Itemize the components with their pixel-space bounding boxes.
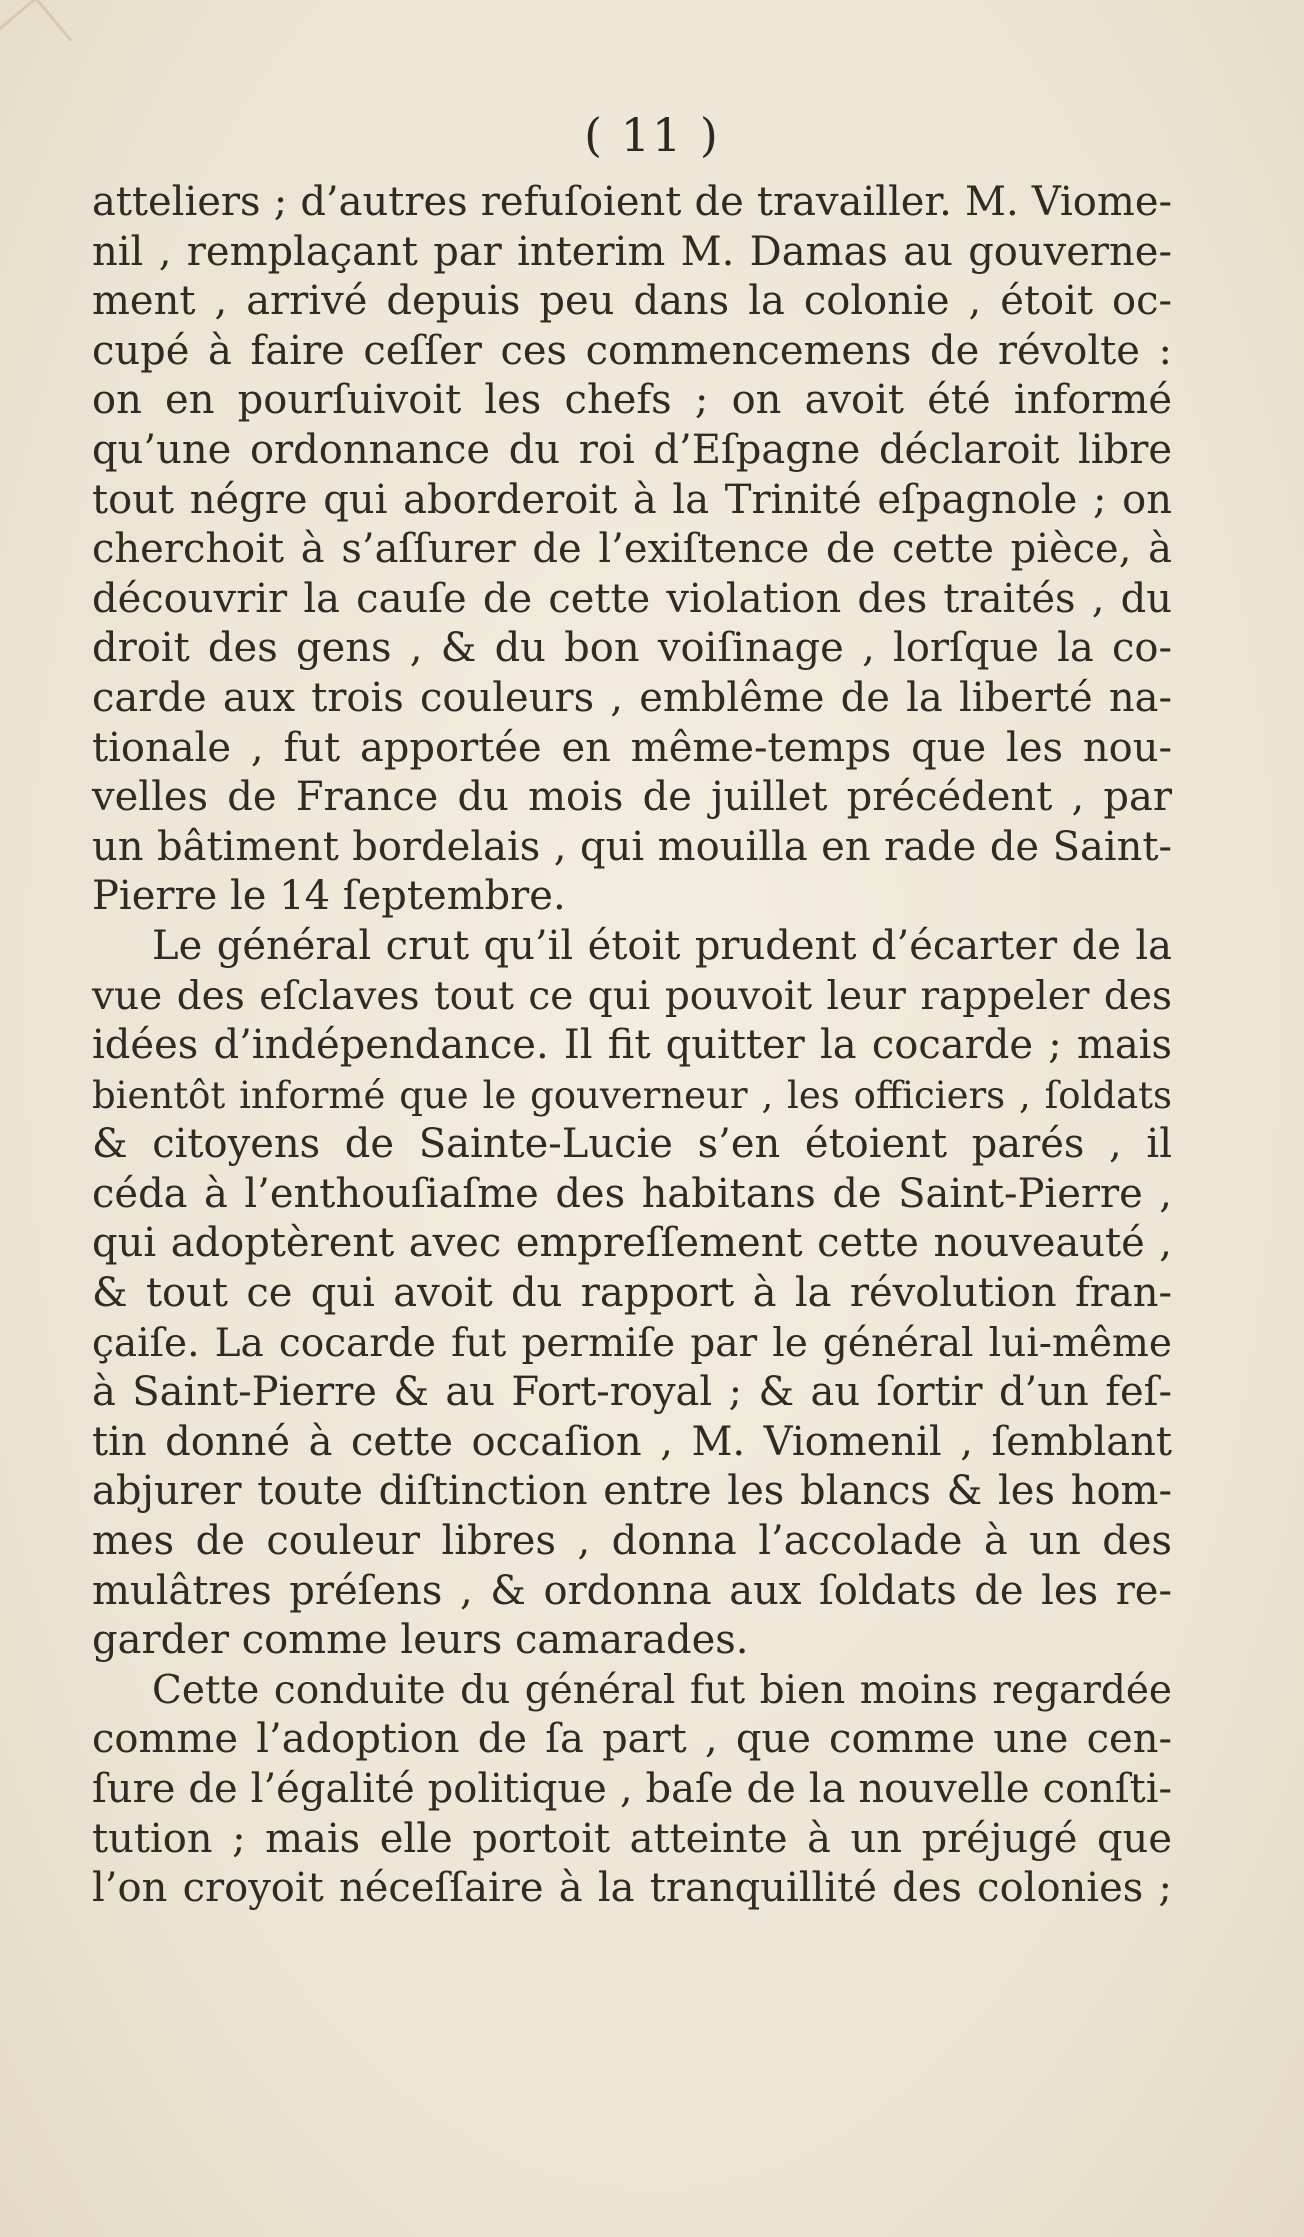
text-line: ſure de l’égalité politique , baſe de la nouvelle conſti- <box>92 1766 1172 1812</box>
text-line: çaiſe. La cocarde fut permiſe par le général lui-même <box>92 1320 1172 1366</box>
text-line: velles de France du mois de juillet précédent , par <box>92 774 1172 821</box>
text-line: un bâtiment bordelais , qui mouilla en rade de Saint- <box>92 823 1172 870</box>
text-line: mes de couleur libres , donna l’accolade à un des <box>92 1518 1172 1565</box>
text-line: droit des gens , & du bon voiſinage , lorſque la co- <box>92 625 1172 672</box>
text-line: tout négre qui aborderoit à la Trinité eſpagnole ; on <box>92 476 1172 523</box>
text-line: cupé à faire ceſſer ces commencemens de révolte : <box>92 327 1172 374</box>
text-line: Le général crut qu’il étoit prudent d’écarter de la <box>152 922 1172 969</box>
text-line: tin donné à cette occaſion , M. Viomenil , ſemblant <box>92 1418 1172 1465</box>
text-line: l’on croyoit néceſſaire à la tranquillité des colonies ; <box>92 1865 1172 1912</box>
folded-corner <box>0 0 73 77</box>
text-line: vue des eſclaves tout ce qui pouvoit leur rappeler des <box>92 973 1172 1019</box>
text-line: nil , remplaçant par interim M. Damas au gouverne- <box>92 228 1172 275</box>
text-line: qui adoptèrent avec empreſſement cette nouveauté , <box>92 1220 1172 1267</box>
text-line: ment , arrivé depuis peu dans la colonie , étoit oc- <box>92 278 1172 325</box>
text-line: bientôt informé que le gouverneur , les officiers , ſoldats <box>92 1073 1172 1117</box>
text-line: atteliers ; d’autres refuſoient de travailler. M. Viome- <box>92 179 1172 225</box>
text-line: & citoyens de Sainte-Lucie s’en étoient parés , il <box>92 1121 1172 1168</box>
text-line: Cette conduite du général fut bien moins regardée <box>152 1667 1172 1713</box>
text-line: tionale , fut apportée en même-temps que les nou- <box>92 724 1172 771</box>
text-line: découvrir la cauſe de cette violation des traités , du <box>92 575 1172 622</box>
text-line: abjurer toute diſtinction entre les blancs & les hom- <box>92 1468 1172 1515</box>
text-line: tution ; mais elle portoit atteinte à un préjugé que <box>92 1815 1172 1862</box>
text-line: mulâtres préſens , & ordonna aux ſoldats de les re- <box>92 1567 1172 1614</box>
text-line: carde aux trois couleurs , emblême de la liberté na- <box>92 674 1172 721</box>
text-line: à Saint-Pierre & au Fort-royal ; & au ſortir d’un feſ- <box>92 1369 1172 1416</box>
text-line: comme l’adoption de ſa part , que comme une cen- <box>92 1716 1172 1763</box>
text-line: on en pourſuivoit les chefs ; on avoit été informé <box>92 377 1172 424</box>
body-text <box>92 178 1172 1914</box>
text-line: garder comme leurs camarades. <box>92 1617 749 1664</box>
text-line: cherchoit à s’aſſurer de l’exiſtence de cette pièce, à <box>92 526 1172 573</box>
page-number: ( 11 ) <box>584 108 720 162</box>
text-line: & tout ce qui avoit du rapport à la révolution fran- <box>92 1270 1172 1317</box>
text-line: idées d’indépendance. Il fit quitter la cocarde ; mais <box>92 1022 1172 1069</box>
text-line: céda à l’enthouſiaſme des habitans de Saint-Pierre , <box>92 1170 1172 1217</box>
text-line: qu’une ordonnance du roi d’Eſpagne déclaroit libre <box>92 426 1172 473</box>
text-line: Pierre le 14 ſeptembre. <box>92 873 566 920</box>
